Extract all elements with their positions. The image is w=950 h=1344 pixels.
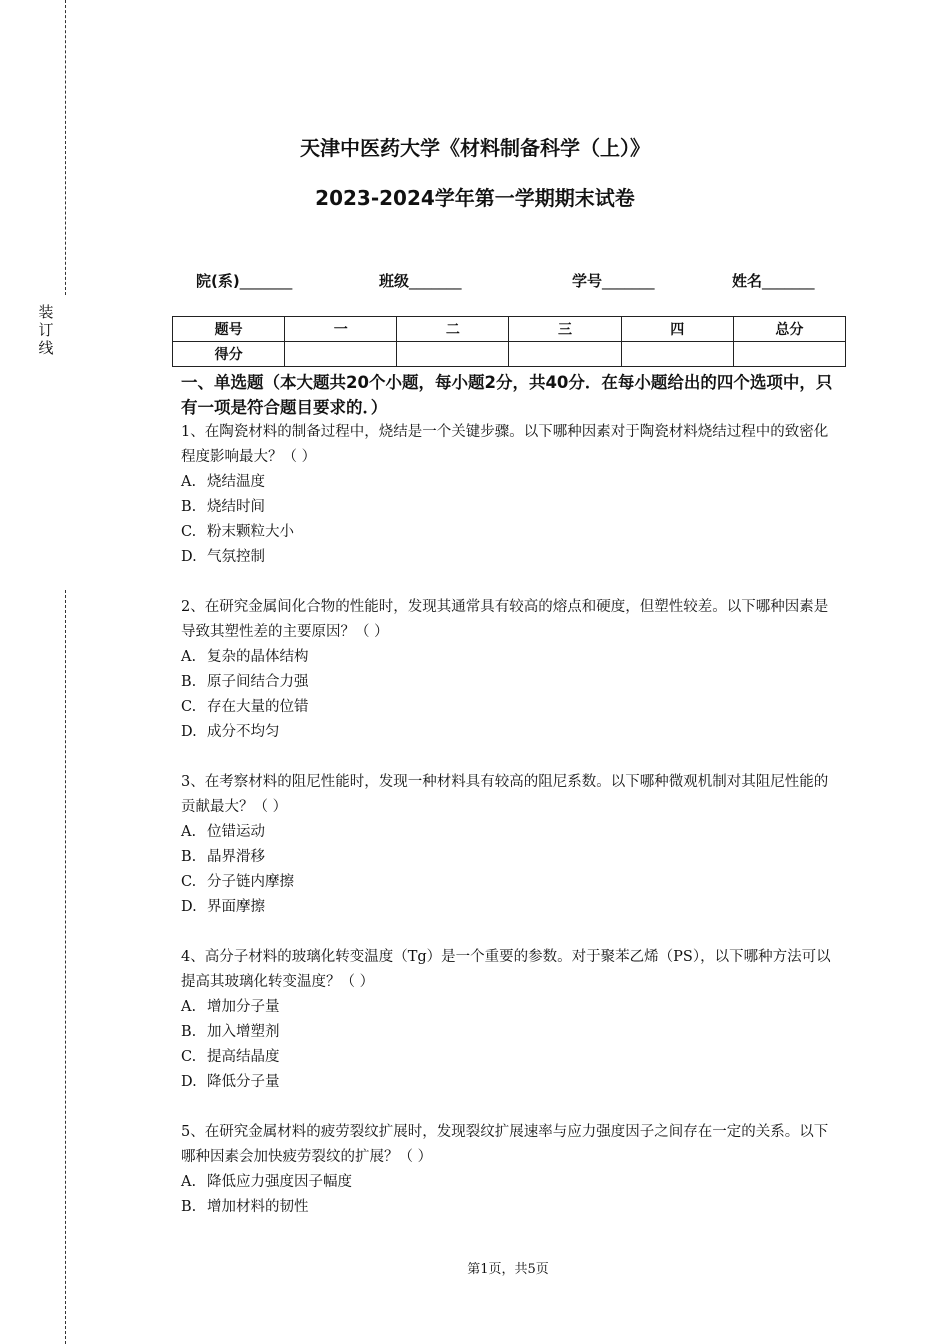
- score-cell: [621, 342, 733, 367]
- option-text: 烧结温度: [207, 474, 265, 490]
- student-id-field: [572, 270, 655, 291]
- option-letter: A.: [181, 999, 197, 1015]
- dept-blank: _______: [239, 272, 293, 290]
- option-letter: B.: [181, 849, 197, 865]
- score-table-header: 题号: [173, 317, 285, 342]
- option-text: 烧结时间: [207, 499, 265, 515]
- name-field: [732, 270, 815, 291]
- score-cell: [285, 342, 397, 367]
- dept-label: 院(系): [196, 272, 240, 290]
- score-table-header: 总分: [733, 317, 845, 342]
- student-id-blank: _______: [602, 272, 655, 290]
- question-stem: 5、在研究金属材料的疲劳裂纹扩展时，发现裂纹扩展速率与应力强度因子之间存在一定的关系。以下哪种因素会加快疲劳裂纹的扩展？（ ）: [181, 1124, 829, 1165]
- class-blank: _______: [409, 272, 462, 290]
- option-a: [181, 645, 841, 670]
- page-footer: 第1页，共5页: [467, 1262, 549, 1277]
- dept-field: [196, 270, 292, 291]
- exam-title: 天津中医药大学《材料制备科学（上）》: [300, 136, 650, 160]
- option-a: [181, 820, 841, 845]
- option-d: [181, 1070, 841, 1095]
- question-stem: 3、在考察材料的阻尼性能时，发现一种材料具有较高的阻尼系数。以下哪种微观机制对其阻尼性能的贡献最大？（ ）: [181, 774, 829, 815]
- option-text: 存在大量的位错: [207, 699, 309, 715]
- score-cell: [397, 342, 509, 367]
- option-letter: B.: [181, 674, 197, 690]
- option-letter: A.: [181, 824, 197, 840]
- question-3: [181, 770, 841, 920]
- option-d: [181, 720, 841, 745]
- option-d: [181, 895, 841, 920]
- option-letter: B.: [181, 1024, 197, 1040]
- score-row-label: 得分: [173, 342, 285, 367]
- option-c: [181, 870, 841, 895]
- option-letter: D.: [181, 724, 197, 740]
- exam-content: [181, 370, 841, 1245]
- question-stem: 2、在研究金属间化合物的性能时，发现其通常具有较高的熔点和硬度，但塑性较差。以下哪种因素是导致其塑性差的主要原因？（ ）: [181, 599, 829, 640]
- option-text: 界面摩擦: [207, 899, 265, 915]
- option-text: 加入增塑剂: [207, 1024, 280, 1040]
- option-text: 成分不均匀: [207, 724, 280, 740]
- question-4: [181, 945, 841, 1095]
- class-label: 班级: [379, 272, 410, 290]
- option-text: 粉末颗粒大小: [207, 524, 294, 540]
- binding-label: [37, 303, 55, 357]
- binding-char: 订: [38, 321, 54, 339]
- option-letter: C.: [181, 699, 197, 715]
- option-text: 降低应力强度因子幅度: [207, 1174, 352, 1190]
- option-letter: D.: [181, 899, 197, 915]
- option-text: 提高结晶度: [207, 1049, 280, 1065]
- option-letter: C.: [181, 874, 197, 890]
- option-text: 增加分子量: [207, 999, 280, 1015]
- option-c: [181, 695, 841, 720]
- option-letter: B.: [181, 499, 197, 515]
- question-stem: 4、高分子材料的玻璃化转变温度（Tg）是一个重要的参数。对于聚苯乙烯（PS），以下哪种方法可以提高其玻璃化转变温度？（ ）: [181, 949, 831, 990]
- option-b: [181, 845, 841, 870]
- option-letter: A.: [181, 649, 197, 665]
- option-text: 降低分子量: [207, 1074, 280, 1090]
- score-table-header: 三: [509, 317, 621, 342]
- score-table-header-row: [173, 317, 846, 342]
- score-table-score-row: [173, 342, 846, 367]
- option-letter: A.: [181, 474, 197, 490]
- option-letter: D.: [181, 549, 197, 565]
- option-c: [181, 520, 841, 545]
- option-letter: A.: [181, 1174, 197, 1190]
- name-blank: _______: [762, 272, 815, 290]
- option-letter: C.: [181, 1049, 197, 1065]
- option-a: [181, 995, 841, 1020]
- option-text: 分子链内摩擦: [207, 874, 294, 890]
- section-heading: 一、单选题（本大题共20个小题，每小题2分，共40分．在每小题给出的四个选项中，只有一项是符合题目要求的．）: [181, 373, 833, 417]
- option-text: 气氛控制: [207, 549, 265, 565]
- option-a: [181, 470, 841, 495]
- option-b: [181, 495, 841, 520]
- option-d: [181, 545, 841, 570]
- class-field: [379, 270, 462, 291]
- option-text: 原子间结合力强: [207, 674, 309, 690]
- option-text: 位错运动: [207, 824, 265, 840]
- option-c: [181, 1045, 841, 1070]
- exam-subtitle: 2023-2024学年第一学期期末试卷: [315, 186, 635, 210]
- binding-char: 装: [38, 303, 54, 321]
- score-cell: [509, 342, 621, 367]
- question-5: [181, 1120, 841, 1220]
- option-b: [181, 670, 841, 695]
- score-table-header: 一: [285, 317, 397, 342]
- score-table: [172, 316, 846, 367]
- binding-line-bottom: [65, 590, 66, 1344]
- question-2: [181, 595, 841, 745]
- score-table-header: 四: [621, 317, 733, 342]
- option-text: 增加材料的韧性: [207, 1199, 309, 1215]
- binding-char: 线: [38, 339, 54, 357]
- question-stem: 1、在陶瓷材料的制备过程中，烧结是一个关键步骤。以下哪种因素对于陶瓷材料烧结过程中的致密化程度影响最大？（ ）: [181, 424, 829, 465]
- option-text: 晶界滑移: [207, 849, 265, 865]
- option-b: [181, 1020, 841, 1045]
- option-letter: B.: [181, 1199, 197, 1215]
- score-table-header: 二: [397, 317, 509, 342]
- option-letter: C.: [181, 524, 197, 540]
- option-b: [181, 1195, 841, 1220]
- score-cell: [733, 342, 845, 367]
- option-text: 复杂的晶体结构: [207, 649, 309, 665]
- option-a: [181, 1170, 841, 1195]
- name-label: 姓名: [732, 272, 763, 290]
- student-id-label: 学号: [572, 272, 603, 290]
- option-letter: D.: [181, 1074, 197, 1090]
- question-1: [181, 420, 841, 570]
